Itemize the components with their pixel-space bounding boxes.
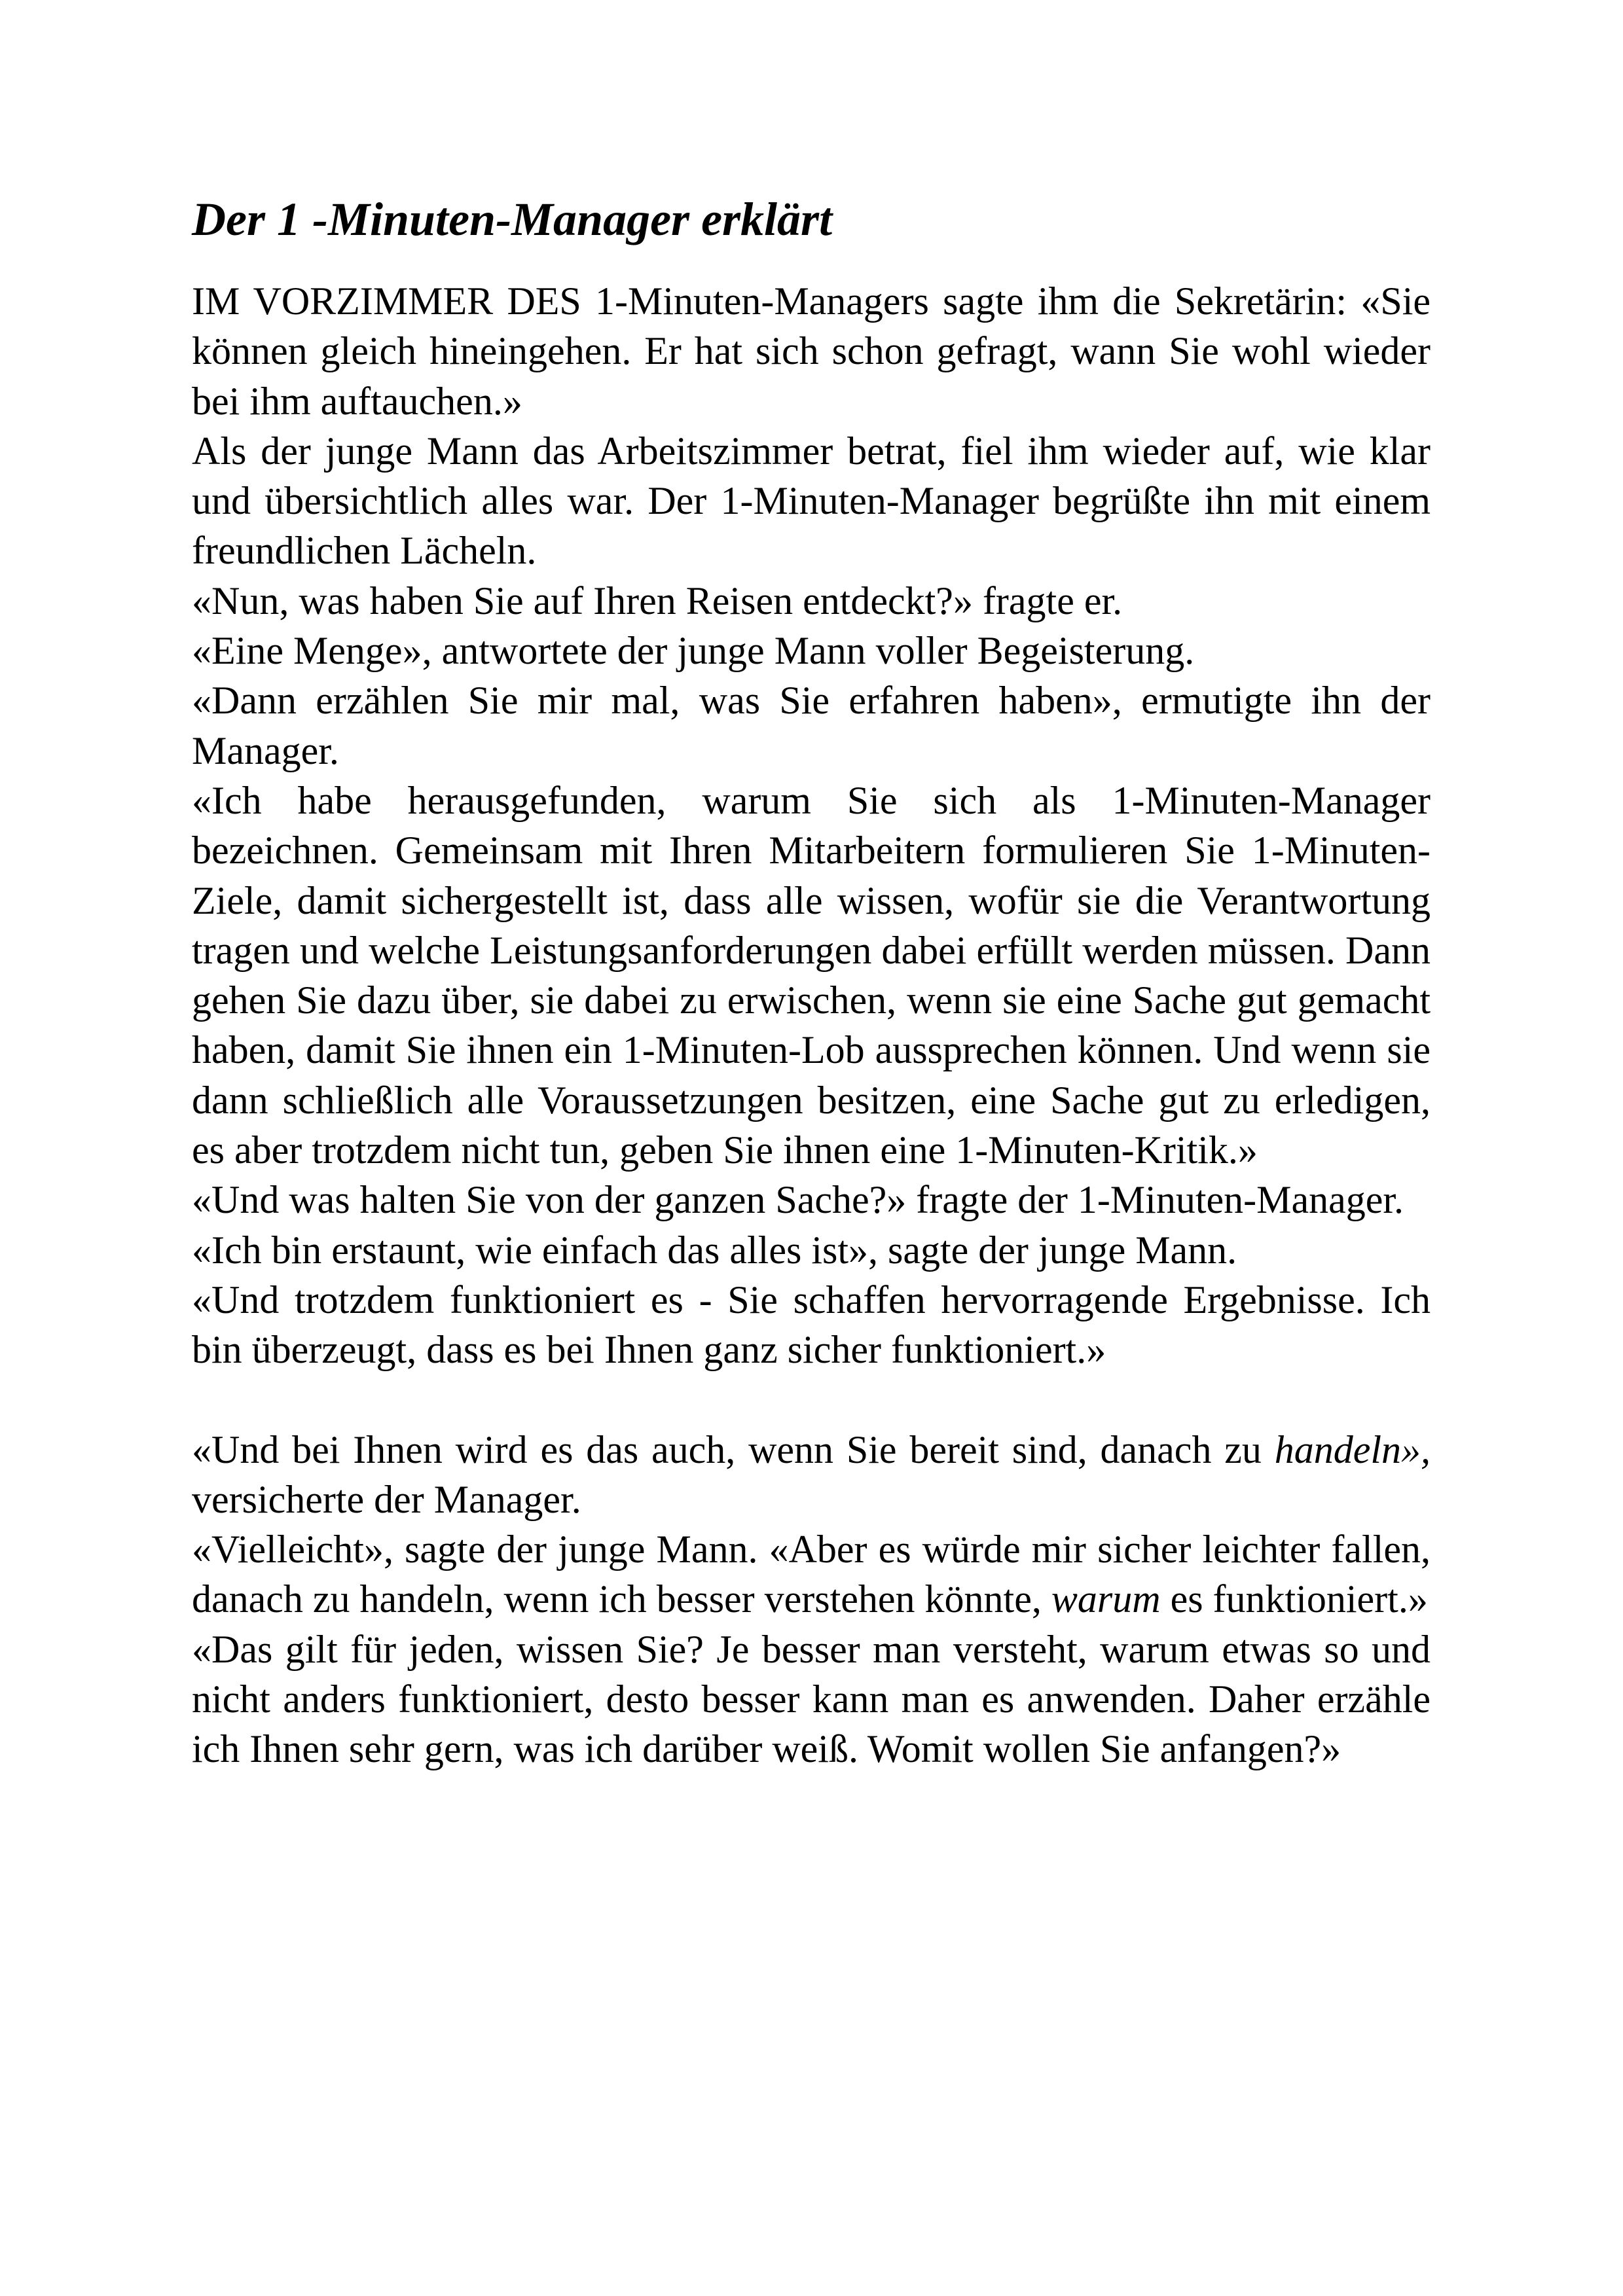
emphasis-handeln: handeln», <box>1274 1427 1431 1471</box>
paragraph-vielleicht-end: es funktioniert.» <box>1160 1577 1428 1621</box>
paragraph-funktioniert: «Und trotzdem funktioniert es - Sie schaffen hervorragende Ergebnisse. Ich bin überzeugt, dass es bei Ihnen ganz sicher funktioniert.» <box>192 1278 1431 1372</box>
paragraph-das-gilt: «Das gilt für jeden, wissen Sie? Je besser man versteht, warum etwas so und nicht anders funktioniert, desto besser kann man es anwenden. Daher erzähle ich Ihnen sehr gern, was ich darüber weiß. Womit wollen Sie anfangen?» <box>192 1627 1431 1771</box>
paragraph-vorzimmer: IM VORZIMMER DES 1-Minuten-Managers sagte ihm die Sekretärin: «Sie können gleich hineingehen. Er hat sich schon gefragt, wann Sie wohl wieder bei ihm auftauchen.» <box>192 279 1431 423</box>
document-content <box>192 190 1431 1774</box>
paragraph-vielleicht-start: «Vielleicht», sagte der junge Mann. «Aber es würde mir sicher leichter fallen, danach zu handeln, wenn ich besser verstehen könnte, <box>192 1528 1431 1621</box>
paragraph-erzaehlen: «Dann erzählen Sie mir mal, was Sie erfahren haben», ermutigte ihn der Manager. <box>192 679 1431 772</box>
paragraph-ganze-sache: «Und was halten Sie von der ganzen Sache?» fragte der 1-Minuten-Manager. <box>192 1178 1404 1222</box>
paragraph-erstaunt: «Ich bin erstaunt, wie einfach das alles ist», sagte der junge Mann. <box>192 1228 1237 1272</box>
chapter-title: Der 1 -Minuten-Manager erklärt <box>192 193 833 245</box>
paragraph-gap <box>192 1375 1431 1425</box>
paragraph-handeln <box>192 1425 1431 1525</box>
emphasis-warum: warum <box>1051 1577 1161 1621</box>
paragraph-menge: «Eine Menge», antwortete der junge Mann voller Begeisterung. <box>192 629 1195 673</box>
paragraph-herausgefunden: «Ich habe herausgefunden, warum Sie sich als 1-Minuten-Manager bezeichnen. Gemeinsam mit Ihren Mitarbeitern formulieren Sie 1-Minuten-Ziele, damit sichergestellt ist, dass alle wissen, wofür sie die Verantwortung tragen und welche Leistungsanforderungen dabei erfüllt werden müssen. Dann gehen Sie dazu über, sie dabei zu erwischen, wenn sie eine Sache gut gemacht haben, damit Sie ihnen ein 1-Minuten-Lob aussprechen können. Und wenn sie dann schließlich alle Voraussetzungen besitzen, eine Sache gut zu erledigen, es aber trotzdem nicht tun, geben Sie ihnen eine 1-Minuten-Kritik.» <box>192 778 1431 1172</box>
paragraph-reisen: «Nun, was haben Sie auf Ihren Reisen entdeckt?» fragte er. <box>192 579 1123 622</box>
paragraph-handeln-end: versicherte der Manager. <box>192 1477 581 1521</box>
paragraph-arbeitszimmer: Als der junge Mann das Arbeitszimmer betrat, fiel ihm wieder auf, wie klar und übersichtlich alles war. Der 1-Minuten-Manager begrüßte ihn mit einem freundlichen Lächeln. <box>192 429 1431 573</box>
paragraph-vielleicht <box>192 1524 1431 1624</box>
paragraph-handeln-start: «Und bei Ihnen wird es das auch, wenn Sie bereit sind, danach zu <box>192 1427 1275 1471</box>
